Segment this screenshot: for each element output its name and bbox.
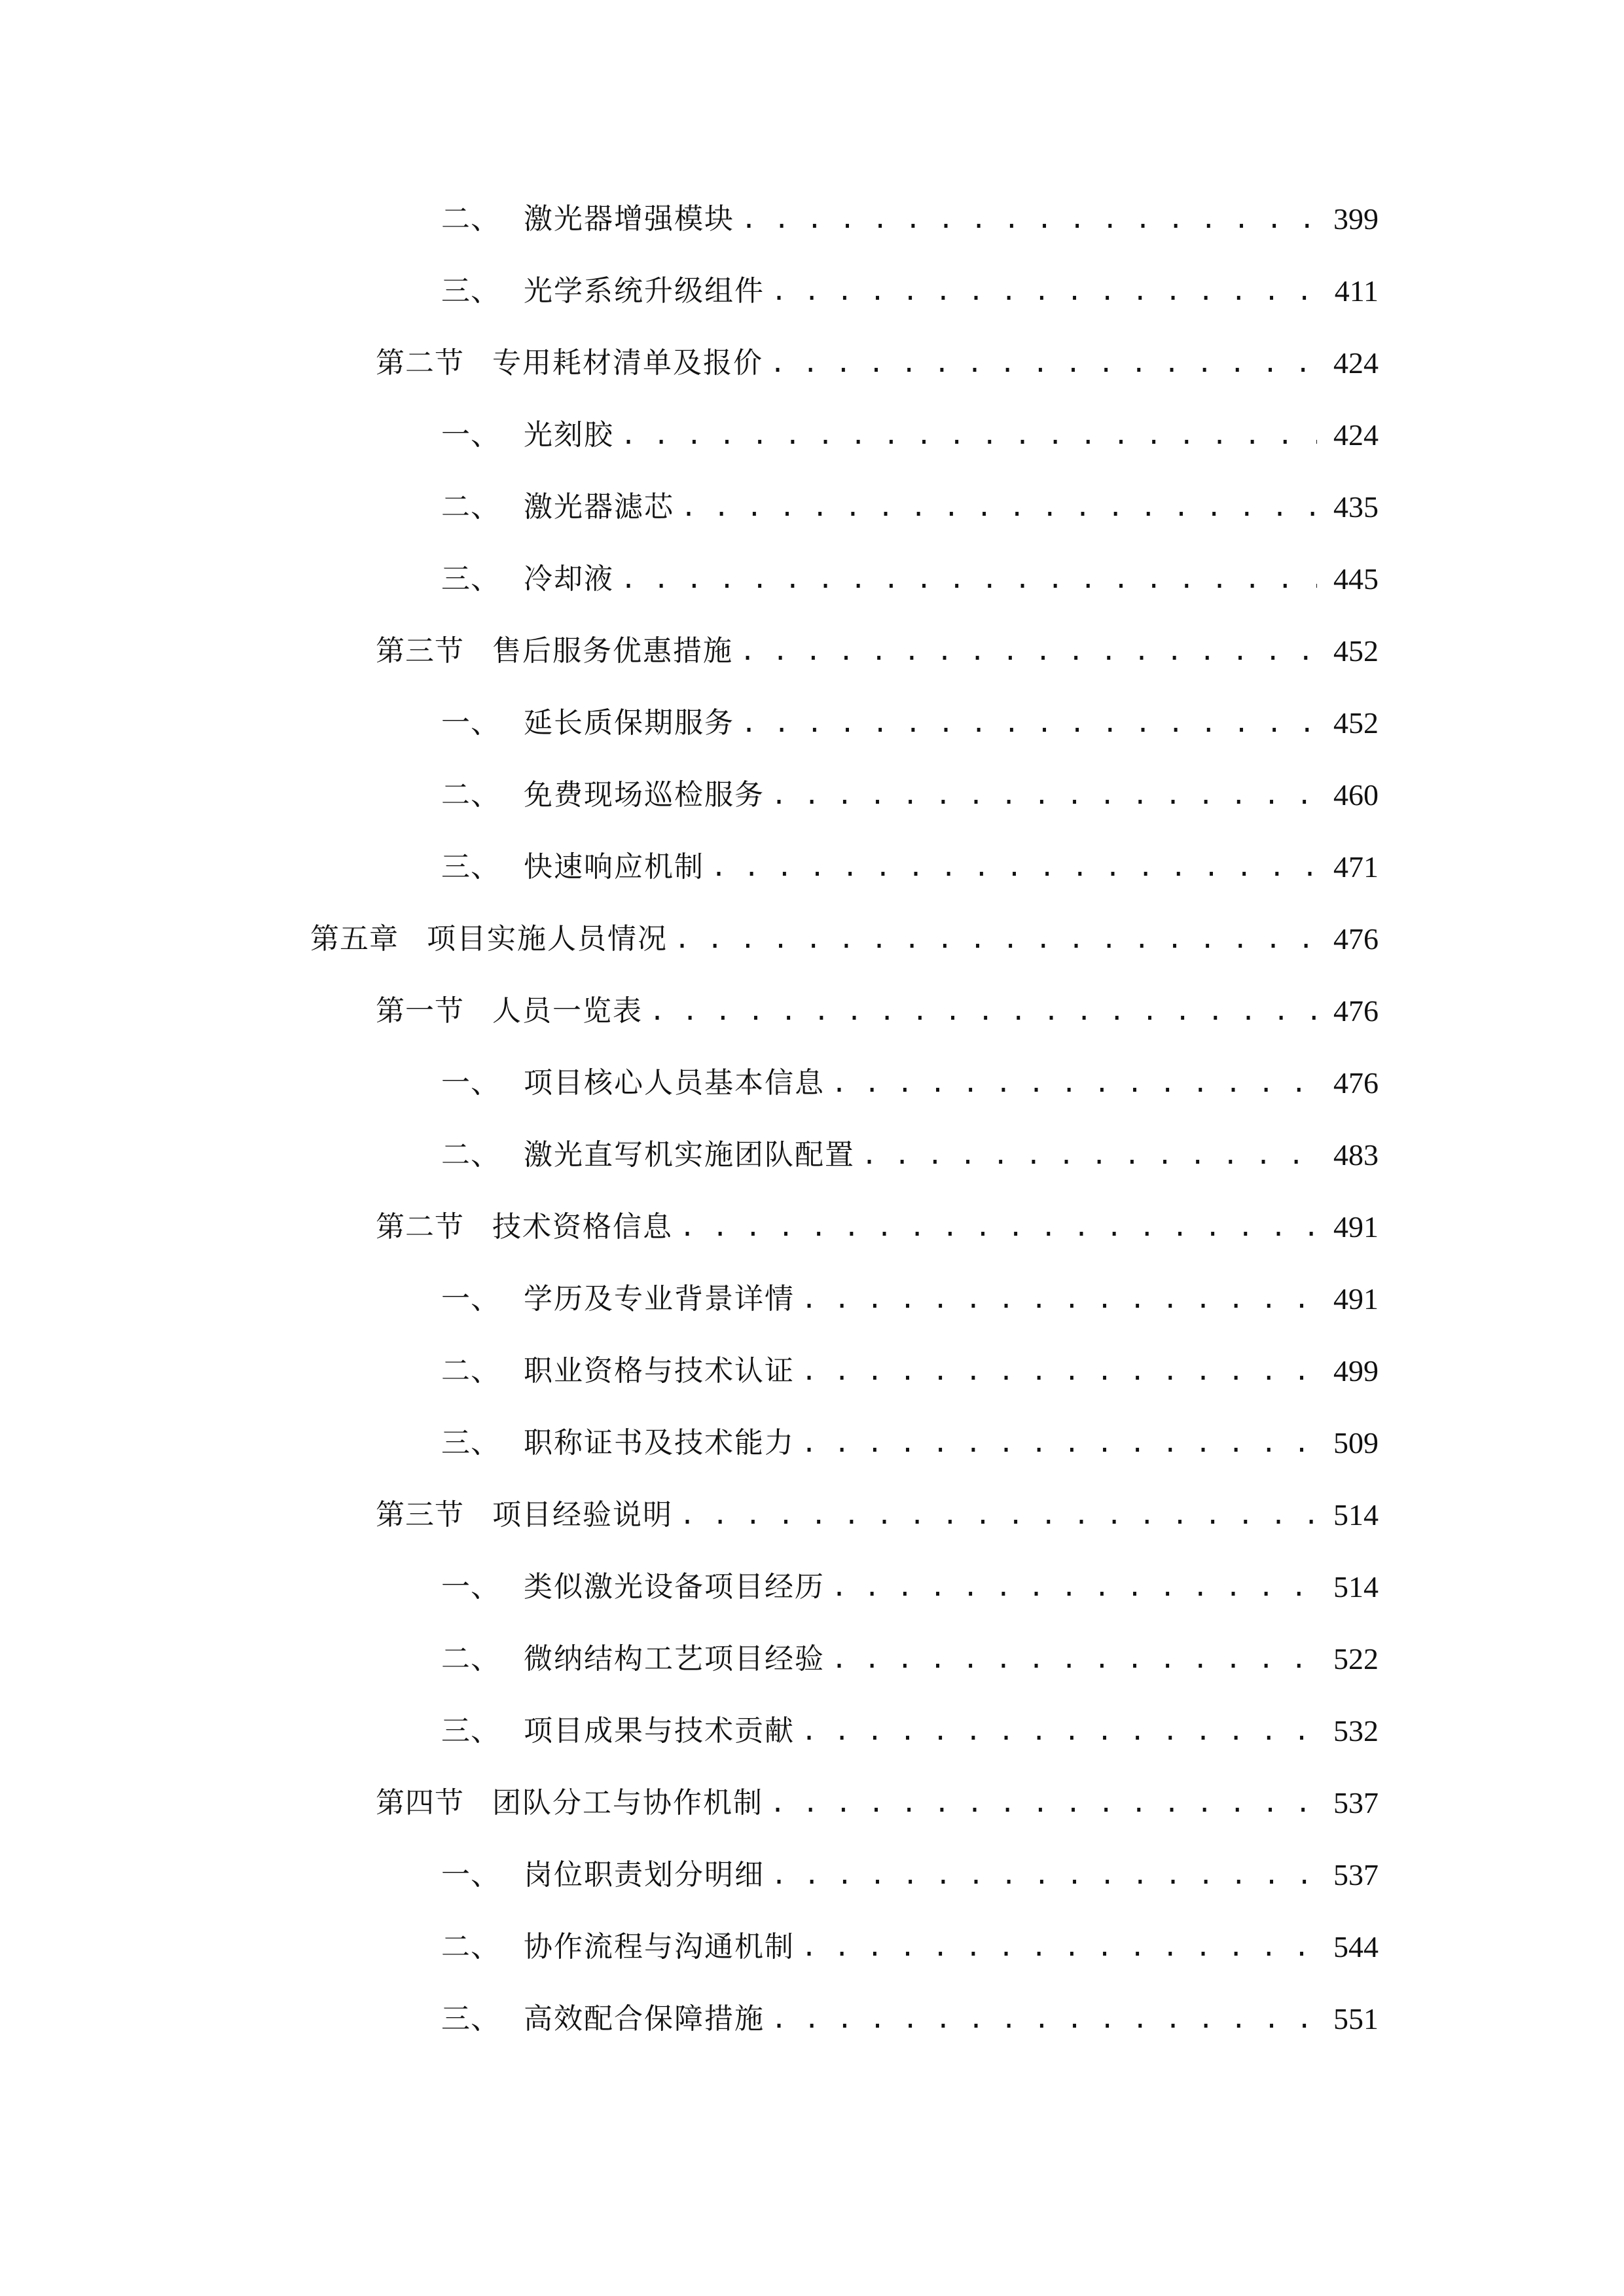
- toc-entry-number: 第四节: [376, 1786, 464, 1820]
- toc-entry-number: 三、: [441, 274, 500, 308]
- toc-entry-number: 第一节: [376, 994, 464, 1028]
- toc-entry-page: 491: [1333, 1210, 1379, 1244]
- toc-entry[interactable]: [441, 1996, 1379, 2043]
- toc-entry-title: 人员一览表: [492, 994, 643, 1028]
- toc-entry[interactable]: [376, 628, 1379, 675]
- toc-entry-title: 专用耗材清单及报价: [492, 346, 763, 380]
- dot-leader: [801, 1420, 1317, 1467]
- toc-entry-title: 冷却液: [524, 562, 614, 596]
- toc-entry-title: 协作流程与沟通机制: [524, 1930, 795, 1964]
- toc-entry-number: 二、: [441, 1642, 500, 1676]
- toc-entry-title: 项目成果与技术贡献: [524, 1714, 795, 1748]
- toc-entry-title: 岗位职责划分明细: [524, 1858, 765, 1892]
- toc-entry-page: 544: [1333, 1930, 1379, 1964]
- toc-entry-page: 452: [1333, 634, 1379, 668]
- toc-entry[interactable]: [441, 412, 1379, 459]
- toc-entry[interactable]: [441, 1060, 1379, 1107]
- toc-entry-title: 光刻胶: [524, 418, 614, 452]
- toc-entry-title: 免费现场巡检服务: [524, 778, 765, 812]
- toc-entry[interactable]: [441, 556, 1379, 603]
- toc-entry-page: 399: [1333, 202, 1379, 236]
- toc-entry[interactable]: [441, 1132, 1379, 1179]
- toc-entry-page: 509: [1333, 1426, 1379, 1460]
- toc-entry[interactable]: [441, 1564, 1379, 1611]
- toc-entry[interactable]: [376, 988, 1379, 1035]
- toc-entry-number: 第五章: [310, 922, 399, 956]
- toc-entry-number: 第二节: [376, 1210, 464, 1244]
- dot-leader: [711, 844, 1317, 891]
- dot-leader: [801, 1276, 1317, 1323]
- toc-entry-number: 三、: [441, 1714, 500, 1748]
- toc-entry-page: 435: [1333, 490, 1379, 524]
- dot-leader: [681, 484, 1317, 531]
- toc-entry[interactable]: [441, 196, 1379, 243]
- toc-entry-title: 延长质保期服务: [524, 706, 734, 740]
- toc-entry-page: 476: [1333, 1066, 1379, 1100]
- toc-entry-page: 522: [1333, 1642, 1379, 1676]
- toc-entry[interactable]: [441, 484, 1379, 531]
- toc-entry[interactable]: [376, 340, 1379, 387]
- dot-leader: [771, 268, 1317, 315]
- toc-entry-number: 一、: [441, 706, 500, 740]
- toc-entry-title: 激光直写机实施团队配置: [524, 1138, 855, 1172]
- toc-entry-page: 532: [1333, 1714, 1379, 1748]
- dot-leader: [831, 1636, 1317, 1683]
- dot-leader: [801, 1348, 1317, 1395]
- toc-entry-number: 二、: [441, 1930, 500, 1964]
- toc-entry-page: 476: [1333, 922, 1379, 956]
- toc-entry-title: 高效配合保障措施: [524, 2002, 765, 2036]
- toc-entry-number: 一、: [441, 1858, 500, 1892]
- dot-leader: [831, 1060, 1317, 1107]
- toc-entry-number: 三、: [441, 850, 500, 884]
- toc-entry-page: 514: [1333, 1570, 1379, 1604]
- dot-leader: [621, 412, 1317, 459]
- toc-entry[interactable]: [376, 1204, 1379, 1251]
- dot-leader: [740, 628, 1317, 675]
- toc-entry-title: 职称证书及技术能力: [524, 1426, 795, 1460]
- toc-entry-page: 460: [1333, 778, 1379, 812]
- dot-leader: [771, 1852, 1317, 1899]
- toc-entry-page: 424: [1333, 346, 1379, 380]
- toc-entry-number: 二、: [441, 490, 500, 524]
- toc-entry-number: 三、: [441, 1426, 500, 1460]
- dot-leader: [649, 988, 1317, 1035]
- toc-entry-number: 第三节: [376, 1498, 464, 1532]
- toc-entry[interactable]: [441, 772, 1379, 819]
- toc-entry-title: 光学系统升级组件: [524, 274, 765, 308]
- toc-entry-page: 491: [1333, 1282, 1379, 1316]
- toc-entry[interactable]: [441, 1852, 1379, 1899]
- toc-entry[interactable]: [441, 1420, 1379, 1467]
- toc-entry-number: 二、: [441, 1138, 500, 1172]
- dot-leader: [741, 700, 1317, 747]
- toc-entry-page: 452: [1333, 706, 1379, 740]
- toc-entry-page: 537: [1333, 1786, 1379, 1820]
- dot-leader: [801, 1708, 1317, 1755]
- toc-entry-page: 476: [1333, 994, 1379, 1028]
- toc-entry-number: 一、: [441, 1570, 500, 1604]
- toc-entry-page: 471: [1333, 850, 1379, 884]
- dot-leader: [831, 1564, 1317, 1611]
- toc-entry-number: 二、: [441, 1354, 500, 1388]
- dot-leader: [679, 1492, 1317, 1539]
- toc-entry-title: 团队分工与协作机制: [492, 1786, 763, 1820]
- toc-entry-title: 项目实施人员情况: [427, 922, 668, 956]
- toc-entry-title: 激光器滤芯: [524, 490, 674, 524]
- toc-entry-page: 483: [1333, 1138, 1379, 1172]
- toc-entry-title: 类似激光设备项目经历: [524, 1570, 825, 1604]
- dot-leader: [771, 1996, 1317, 2043]
- toc-entry-number: 一、: [441, 1282, 500, 1316]
- toc-entry-title: 激光器增强模块: [524, 202, 734, 236]
- toc-entry-number: 一、: [441, 1066, 500, 1100]
- dot-leader: [861, 1132, 1317, 1179]
- toc-entry[interactable]: [441, 1636, 1379, 1683]
- toc-entry[interactable]: [441, 700, 1379, 747]
- dot-leader: [679, 1204, 1317, 1251]
- toc-entry[interactable]: [441, 1348, 1379, 1395]
- toc-entry-title: 快速响应机制: [524, 850, 704, 884]
- toc-entry-number: 第二节: [376, 346, 464, 380]
- toc-entry-page: 445: [1333, 562, 1379, 596]
- toc-entry-page: 499: [1333, 1354, 1379, 1388]
- toc-entry-title: 项目核心人员基本信息: [524, 1066, 825, 1100]
- dot-leader: [770, 1780, 1317, 1827]
- dot-leader: [770, 340, 1317, 387]
- toc-entry[interactable]: [441, 844, 1379, 891]
- toc-entry-page: 424: [1333, 418, 1379, 452]
- toc-entry-title: 技术资格信息: [492, 1210, 673, 1244]
- toc-entry[interactable]: [376, 1492, 1379, 1539]
- toc-entry-title: 售后服务优惠措施: [492, 634, 733, 668]
- toc-entry-number: 二、: [441, 778, 500, 812]
- toc-entry[interactable]: [441, 268, 1379, 315]
- toc-entry-page: 514: [1333, 1498, 1379, 1532]
- toc-entry-page: 411: [1334, 274, 1379, 308]
- toc-entry-page: 537: [1333, 1858, 1379, 1892]
- dot-leader: [621, 556, 1317, 603]
- toc-entry-title: 微纳结构工艺项目经验: [524, 1642, 825, 1676]
- toc-entry[interactable]: [441, 1924, 1379, 1971]
- toc-entry-number: 三、: [441, 2002, 500, 2036]
- toc-entry[interactable]: [310, 916, 1379, 963]
- toc-entry-title: 项目经验说明: [492, 1498, 673, 1532]
- toc-entry-number: 三、: [441, 562, 500, 596]
- toc-entry-page: 551: [1333, 2002, 1379, 2036]
- toc-entry[interactable]: [441, 1708, 1379, 1755]
- toc-entry-number: 二、: [441, 202, 500, 236]
- toc-entry[interactable]: [376, 1780, 1379, 1827]
- toc-entry[interactable]: [441, 1276, 1379, 1323]
- toc-entry-number: 一、: [441, 418, 500, 452]
- dot-leader: [801, 1924, 1317, 1971]
- dot-leader: [741, 196, 1317, 243]
- dot-leader: [674, 916, 1317, 963]
- toc-entry-number: 第三节: [376, 634, 464, 668]
- dot-leader: [771, 772, 1317, 819]
- toc-entry-title: 学历及专业背景详情: [524, 1282, 795, 1316]
- toc-entry-title: 职业资格与技术认证: [524, 1354, 795, 1388]
